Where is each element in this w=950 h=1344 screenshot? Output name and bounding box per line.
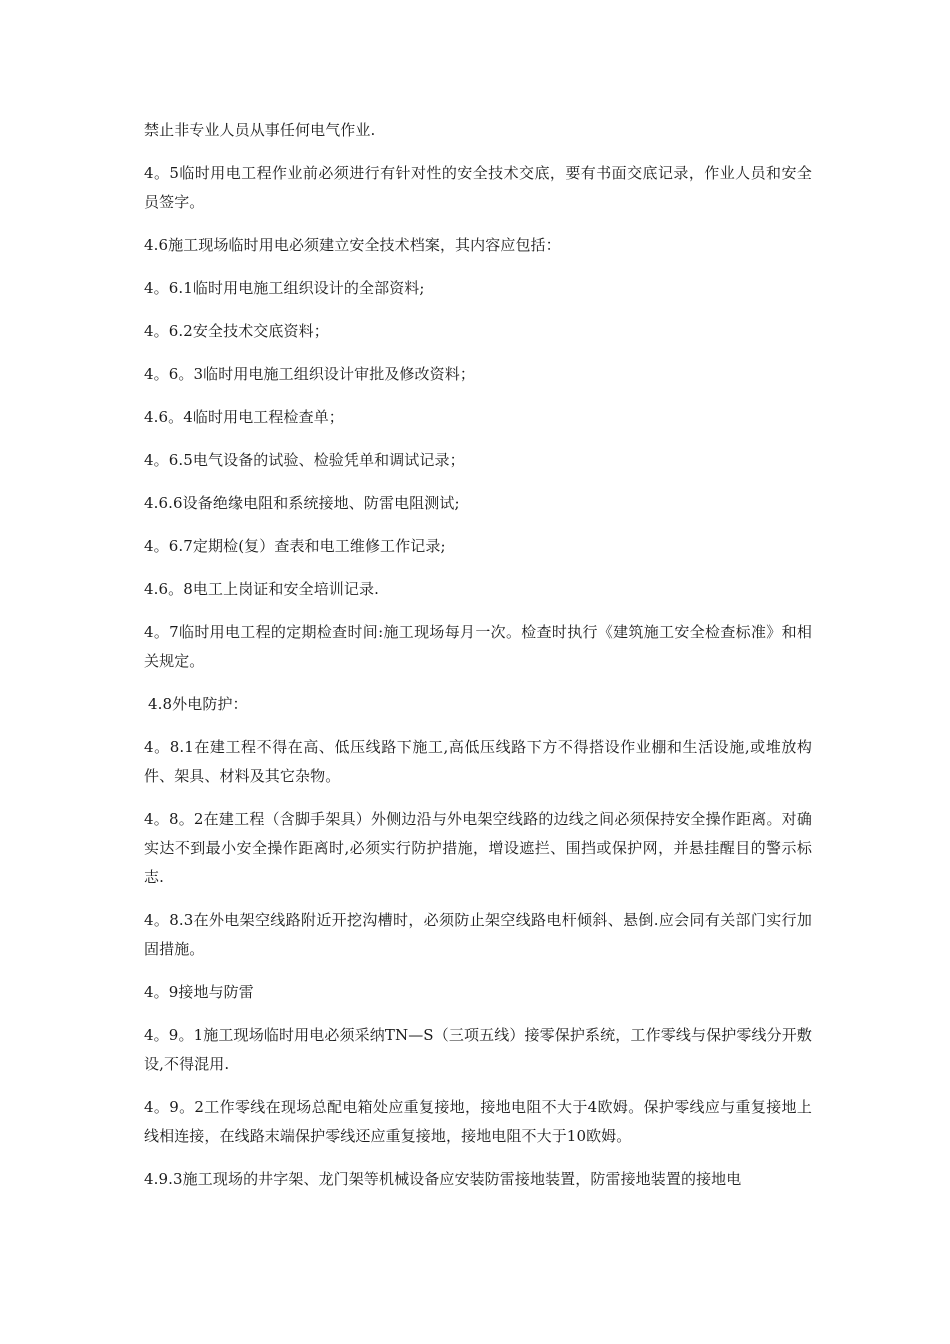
paragraph: 4。6.2安全技术交底资料； <box>144 322 329 340</box>
paragraph: 4。8.3在外电架空线路附近开挖沟槽时，必须防止架空线路电杆倾斜、悬倒.应会同有关部门实行加固措施。 <box>144 911 812 958</box>
section-heading: 4。9接地与防雷 <box>144 983 254 1001</box>
paragraph: 4.9.3施工现场的井字架、龙门架等机械设备应安装防雷接地装置，防雷接地装置的接地电 <box>144 1170 742 1188</box>
paragraph: 4。6.5电气设备的试验、检验凭单和调试记录； <box>144 451 465 469</box>
paragraph: 4.6。4临时用电工程检查单； <box>144 408 344 426</box>
document-body <box>144 116 812 1208</box>
paragraph: 4。7临时用电工程的定期检查时间:施工现场每月一次。检查时执行《建筑施工安全检查标准》和相关规定。 <box>144 623 812 670</box>
paragraph: 4.6.6设备绝缘电阻和系统接地、防雷电阻测试; <box>144 494 460 512</box>
section-heading: 4.8外电防护： <box>148 695 248 713</box>
paragraph: 4。9。1施工现场临时用电必须采纳TN—S（三项五线）接零保护系统，工作零线与保护零线分开敷设,不得混用. <box>144 1026 812 1073</box>
paragraph: 4。8.1在建工程不得在高、低压线路下施工,高低压线路下方不得搭设作业棚和生活设施,或堆放构件、架具、材料及其它杂物。 <box>144 738 812 785</box>
paragraph: 4。6。3临时用电施工组织设计审批及修改资料； <box>144 365 475 383</box>
paragraph: 4。9。2工作零线在现场总配电箱处应重复接地，接地电阻不大于4欧姆。保护零线应与重复接地上线相连接，在线路末端保护零线还应重复接地，接地电阻不大于10欧姆。 <box>144 1098 812 1145</box>
paragraph: 4。6.1临时用电施工组织设计的全部资料; <box>144 279 425 297</box>
paragraph: 禁止非专业人员从事任何电气作业. <box>144 121 376 139</box>
paragraph: 4。6.7定期检(复）查表和电工维修工作记录; <box>144 537 446 555</box>
paragraph: 4。5临时用电工程作业前必须进行有针对性的安全技术交底，要有书面交底记录，作业人员和安全员签字。 <box>144 164 812 211</box>
paragraph: 4.6施工现场临时用电必须建立安全技术档案，其内容应包括： <box>144 236 561 254</box>
paragraph: 4。8。2在建工程（含脚手架具）外侧边沿与外电架空线路的边线之间必须保持安全操作距离。对确实达不到最小安全操作距离时,必须实行防护措施，增设遮拦、围挡或保护网，并悬挂醒目的警示标志. <box>144 810 812 886</box>
paragraph: 4.6。8电工上岗证和安全培训记录. <box>144 580 379 598</box>
